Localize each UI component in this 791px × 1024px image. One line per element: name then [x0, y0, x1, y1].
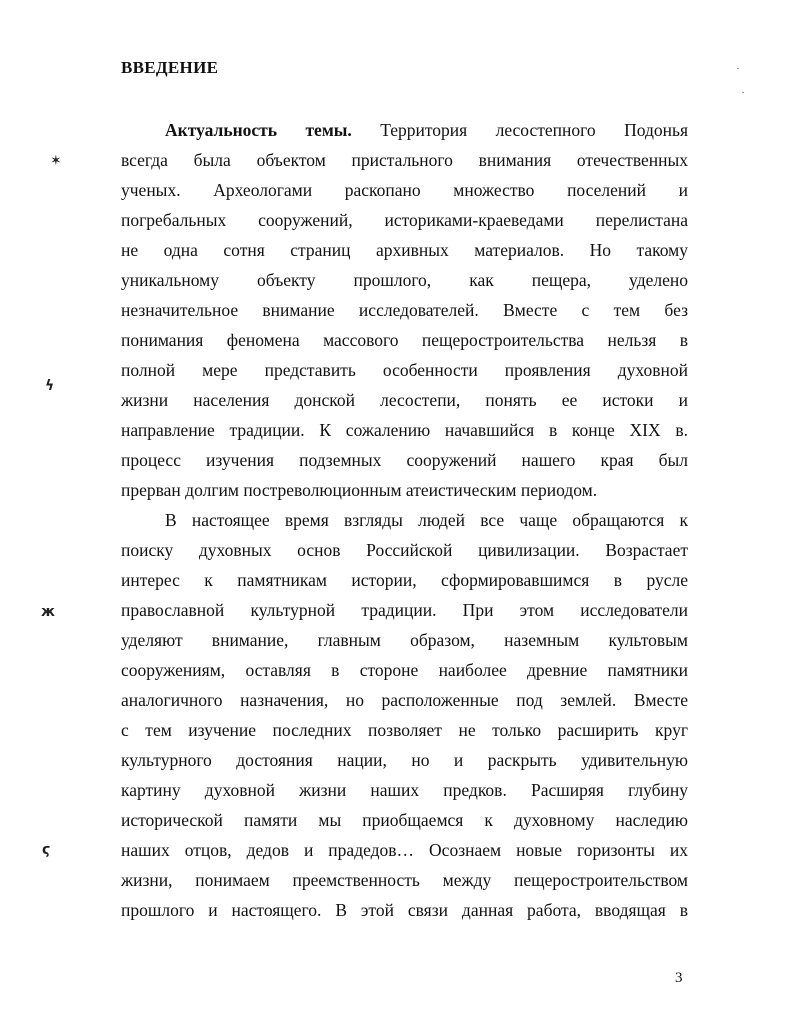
text-line: ученых. Археологами раскопано множество поселений и — [121, 180, 688, 200]
text-line: полной мере представить особенности проявления духовной — [121, 360, 688, 380]
scan-mark-icon: ϛ — [42, 842, 51, 858]
paragraph-2-line-1: В настоящее время взгляды людей все чаще обращаются к — [165, 510, 688, 530]
text-line: уникальному объекту прошлого, как пещера, уделено — [121, 270, 688, 290]
text-line: картину духовной жизни наших предков. Расширяя глубину — [121, 780, 688, 800]
page-number: 3 — [675, 970, 683, 986]
text-line: культурного достояния нации, но и раскрыть удивительную — [121, 750, 688, 770]
section-heading: ВВЕДЕНИЕ — [121, 58, 219, 77]
text-line: прошлого и настоящего. В этой связи данная работа, вводящая в — [121, 900, 688, 920]
scan-mark-icon: ✶ — [50, 153, 62, 169]
text-line: прерван долгим постреволюционным атеистическим периодом. — [121, 480, 598, 500]
text-line: уделяют внимание, главным образом, наземным культовым — [121, 630, 688, 650]
paragraph-1-line-1: Актуальность темы. Территория лесостепного Подонья — [165, 120, 689, 140]
text-line: погребальных сооружений, историками-краеведами перелистана — [121, 210, 688, 230]
text-line: жизни населения донской лесостепи, понять ее истоки и — [121, 390, 688, 410]
text-line: жизни, понимаем преемственность между пещеростроительством — [121, 870, 688, 890]
text-line: всегда была объектом пристального внимания отечественных — [121, 150, 688, 170]
scan-speck — [737, 68, 739, 69]
scan-speck — [742, 92, 744, 93]
text-line: исторической памяти мы приобщаемся к духовному наследию — [121, 810, 688, 830]
text-line: понимания феномена массового пещеростроительства нельзя в — [121, 330, 688, 350]
text-line: незначительное внимание исследователей. Вместе с тем без — [121, 300, 688, 320]
text-line: не одна сотня страниц архивных материалов. Но такому — [121, 240, 688, 260]
text-line: с тем изучение последних позволяет не только расширить круг — [121, 720, 688, 740]
scan-mark-icon: ϟ — [45, 378, 55, 394]
scan-mark-icon: ж — [41, 604, 55, 620]
text-line: процесс изучения подземных сооружений нашего края был — [121, 450, 688, 470]
text-line: направление традиции. К сожалению начавшийся в конце XIX в. — [121, 420, 688, 440]
paragraph-lead-bold: Актуальность темы. — [165, 120, 352, 140]
text-line: поиску духовных основ Российской цивилизации. Возрастает — [121, 540, 688, 560]
body-text — [121, 115, 688, 925]
text-line: православной культурной традиции. При этом исследователи — [121, 600, 688, 620]
text-line: сооружениям, оставляя в стороне наиболее древние памятники — [121, 660, 688, 680]
text-line: интерес к памятникам истории, сформировавшимся в русле — [121, 570, 688, 590]
text-line: аналогичного назначения, но расположенные под землей. Вместе — [121, 690, 688, 710]
text-line: наших отцов, дедов и прадедов… Осознаем новые горизонты их — [121, 840, 688, 860]
